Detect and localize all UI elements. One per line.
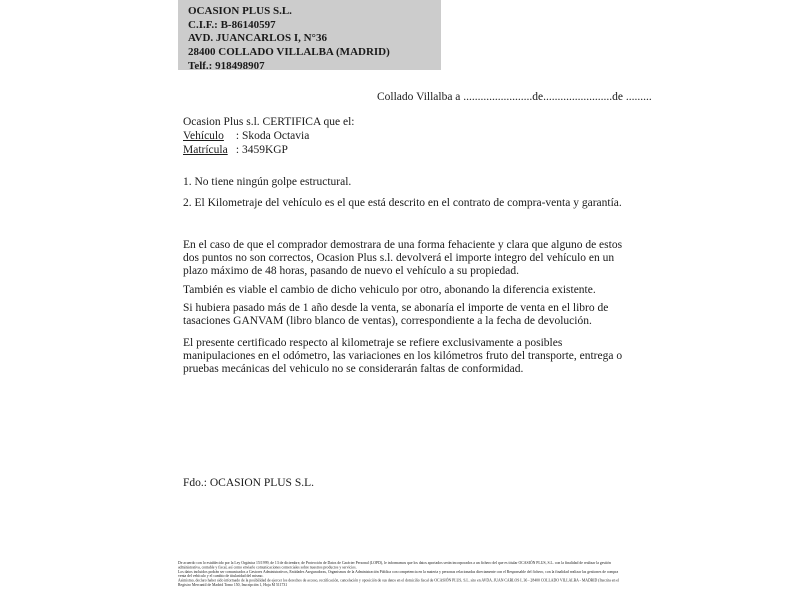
vehicle-value: : Skoda Octavia	[235, 130, 310, 142]
paragraph-ganvam: Si hubiera pasado más de 1 año desde la venta, se abonaría el importe de venta en el libro de tasaciones GANVAM (libro blanco de ventas), correspondiente a la fecha de devolución.	[183, 302, 609, 328]
plate-row	[183, 143, 355, 157]
legal-fine-print	[178, 561, 622, 587]
paragraph-exchange: También es viable el cambio de dicho vehiculo por otro, abonando la diferencia existente.	[183, 284, 596, 296]
plate-value: : 3459KGP	[235, 144, 288, 156]
company-name: OCASION PLUS S.L.	[188, 5, 292, 17]
paragraph-odometer: El presente certificado respecto al kilometraje se refiere exclusivamente a posibles manipulaciones en el odómetro, las variaciones en los kilómetros fruto del transporte, entrega o pruebas mecánicas del vehiculo no se considerarán faltas de conformidad.	[183, 337, 623, 376]
certify-intro: Ocasion Plus s.l. CERTIFICA que el:	[183, 116, 355, 128]
date-line: Collado Villalba a ........................de........................de .........	[377, 91, 652, 103]
point-2: 2. El Kilometraje del vehículo es el que está descrito en el contrato de compra-venta y garantía.	[183, 197, 622, 209]
vehicle-row	[183, 129, 355, 143]
legal-paragraph-data-sharing: Los datos incluidos podrán ser comunicados a Gestores Administrativos, Entidades Aseguradoras, Organismos de la Administración Pública con competencia en la materia y personas relacionadas directamente con el Responsable del fichero, con la finalidad realizar las gestiones de compra venta del vehículo y el cambio de titularidad del mismo.	[178, 569, 619, 579]
company-cif: C.I.F.: B-86140597	[188, 18, 276, 31]
vehicle-label: Vehículo	[183, 130, 224, 142]
company-city: 28400 COLLADO VILLALBA (MADRID)	[188, 46, 390, 59]
legal-paragraph-lopd: De acuerdo con lo establecido por la Ley Orgánica 15/1999, de 13 de diciembre, de Protección de Datos de Carácter Personal (LOPD), le informamos que los datos aportados serán incorporados a un fichero del que es titular OCASIÓN PLUS, S.L. con la finalidad de realizar la gestión administrativa, contable y fiscal, así como enviarle comunicaciones comerciales sobre nuestros productos y servicios.	[178, 560, 611, 570]
paragraph-refund: En el caso de que el comprador demostrara de una forma fehaciente y clara que alguno de estos dos puntos no son correctos, Ocasion Plus s.l. devolverá el importe integro del vehículo en un plazo máximo de 48 horas, pasando de nuevo el vehículo a su propiedad.	[183, 239, 623, 278]
company-address: AVD. JUANCARLOS I, N°36	[188, 32, 327, 45]
signature-line: Fdo.: OCASION PLUS S.L.	[183, 477, 314, 489]
numbered-points	[183, 176, 628, 218]
certification-block	[183, 115, 355, 157]
company-header-box	[178, 0, 441, 70]
point-1: 1. No tiene ningún golpe estructural.	[183, 176, 352, 188]
legal-paragraph-rights: Asimismo, declaro haber sido informado de la posibilidad de ejercer los derechos de acceso, rectificación, cancelación y oposición de sus datos en el domicilio fiscal de OCASIÓN PLUS, S.L. sito en AVDA. JUAN CARLOS I, 36 - 28400 COLLADO VILLALBA - MADRID (Inscrita en el Registro Mercantil de Madrid Tomo 150, Inscripción 1, Hoja M 511731	[178, 578, 620, 587]
company-phone: Telf.: 918498907	[188, 59, 265, 72]
plate-label: Matrícula	[183, 144, 228, 156]
